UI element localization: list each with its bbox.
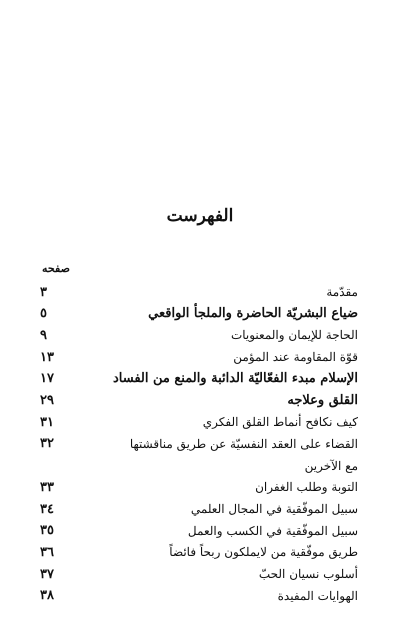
- page-title: الفهرست: [166, 206, 234, 226]
- toc-entry-page: ٣٨: [40, 588, 54, 604]
- toc-entry-page: ٣: [40, 284, 47, 300]
- toc-entry-page: ٣٣: [40, 479, 54, 495]
- toc-entry: [40, 564, 358, 584]
- toc-entry: [40, 477, 358, 497]
- toc-entry: [40, 369, 358, 389]
- toc-entry-title: سبيل الموفّقية في المجال العلمي: [190, 502, 358, 516]
- toc-entry: [40, 304, 358, 324]
- toc-entry-page: ٣٥: [40, 523, 54, 539]
- page-column-label: صفحه: [42, 262, 70, 275]
- toc-entry: [40, 456, 358, 476]
- toc-entry: [40, 282, 358, 302]
- toc-entry: [40, 412, 358, 432]
- toc-entry-page: ٥: [40, 306, 47, 322]
- toc-entry-page: ٩: [40, 327, 47, 343]
- toc-entry: [40, 499, 358, 519]
- toc-entry-page: ١٧: [40, 371, 54, 387]
- toc-entry: [40, 391, 358, 411]
- toc-entry-title: القضاء على العقد النفسيّة عن طريق مناقشتها: [129, 436, 358, 451]
- toc-entry-title: الإسلام مبدء الفعّاليّة الدائبة والمنع من الفساد: [112, 371, 358, 387]
- toc-entry: [40, 325, 358, 345]
- toc-entry-page: ٣٢: [40, 436, 54, 452]
- toc-entry-title: الحاجة للإيمان والمعنويات: [230, 328, 358, 343]
- toc-entry-title: أسلوب نسيان الحبّ: [258, 567, 358, 582]
- toc-entry-page: ٣٦: [40, 544, 54, 560]
- toc-entry-title: الهوايات المفيدة: [277, 588, 358, 603]
- toc-entry-title: القلق وعلاجه: [287, 393, 358, 408]
- toc-entry-title: طريق موفّقية من لايملكون ربحاً فائضاً: [169, 545, 358, 560]
- toc-entry: [40, 542, 358, 562]
- toc-entry: [40, 586, 358, 606]
- toc-entry-page: ٣٧: [40, 566, 54, 582]
- toc-entry-page: ١٣: [40, 349, 54, 365]
- toc-entry-title: مع الآخرين: [304, 458, 358, 473]
- toc-entry-page: ٢٩: [40, 393, 54, 408]
- toc-entry-title: كيف نكافح أنماط القلق الفكري: [202, 415, 358, 430]
- toc-entry-title: سبيل الموفّقية في الكسب والعمل: [187, 523, 358, 538]
- toc-entry-page: ٣١: [40, 414, 54, 430]
- toc-entry: [40, 347, 358, 367]
- toc-entry-page: ٣٤: [40, 501, 54, 517]
- toc-entry: [40, 521, 358, 541]
- toc-list: [40, 0, 358, 622]
- toc-entry-title: قوّة المقاومة عند المؤمن: [233, 350, 358, 365]
- toc-entry: [40, 434, 358, 454]
- toc-entry-title: ضياع البشريّة الحاضرة والملجأ الواقعي: [148, 306, 358, 322]
- toc-entry-title: مقدّمة: [326, 285, 358, 299]
- toc-entry-title: التوبة وطلب الغفران: [255, 480, 358, 495]
